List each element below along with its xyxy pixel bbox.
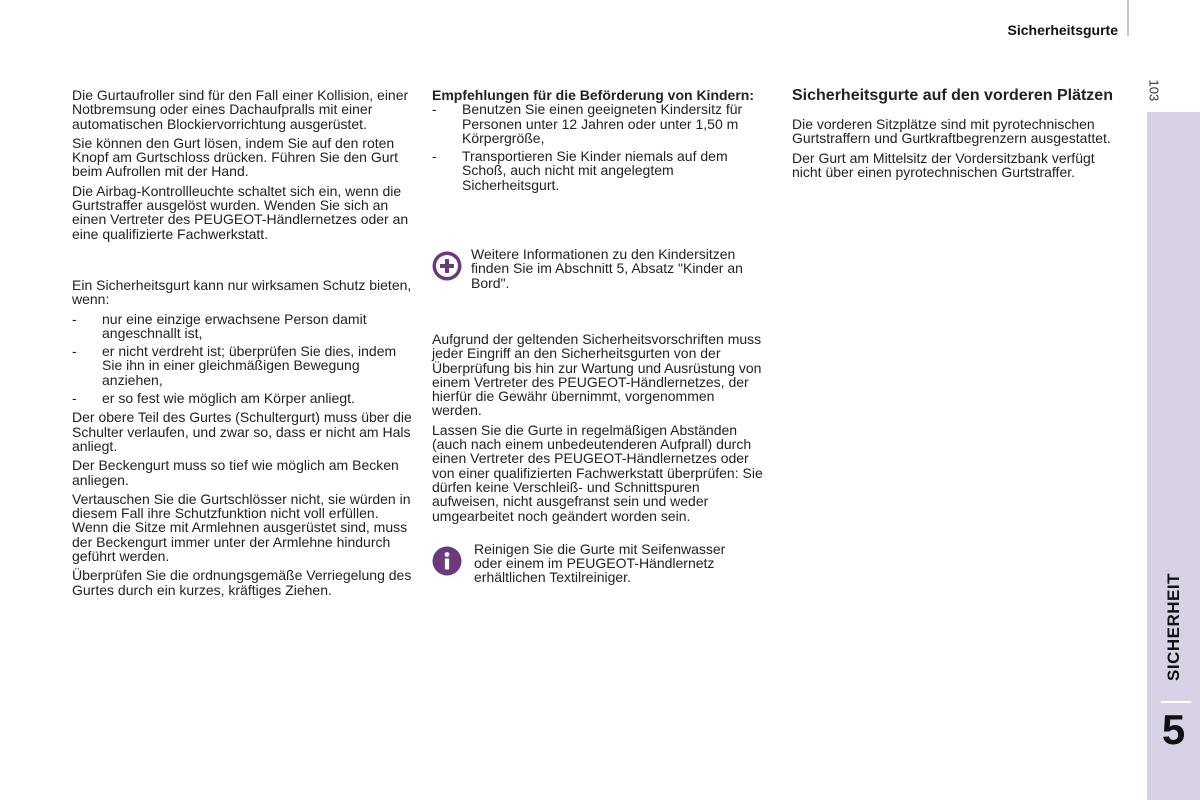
page-header-title: Sicherheitsgurte xyxy=(1007,22,1118,38)
list-item: - er so fest wie möglich am Körper anliegt. xyxy=(72,390,355,407)
info-icon xyxy=(432,546,462,576)
sidebar-divider xyxy=(1161,701,1191,703)
column-middle xyxy=(432,88,767,585)
column-right xyxy=(792,88,1117,184)
note-text: Weitere Informationen zu den Kindersitzen finden Sie im Abschnitt 5, Absatz "Kinder an Bord". xyxy=(471,246,743,291)
section-heading: Sicherheitsgurte auf den vorderen Plätzen xyxy=(792,87,1113,104)
bullet-list xyxy=(432,102,767,192)
paragraph: Ein Sicherheitsgurt kann nur wirksamen Schutz bieten, wenn: xyxy=(72,276,412,308)
chapter-number: 5 xyxy=(1161,706,1186,753)
list-item: - nur eine einzige erwachsene Person damit angeschnallt ist, xyxy=(72,310,367,341)
paragraph: Der Gurt am Mittelsitz der Vordersitzbank verfügt nicht über einen pyrotechnischen Gurtstraffer. xyxy=(792,149,1095,180)
paragraph: Vertauschen Sie die Gurtschlösser nicht, sie würden in diesem Fall ihre Schutzfunktion nicht voll erfüllen. Wenn die Sitze mit Armlehnen ausgerüstet sind, muss der Beckengurt immer unter der Armlehne hindurch geführt werden. xyxy=(72,490,411,565)
paragraph: Die vorderen Sitzplätze sind mit pyrotechnischen Gurtstraffern und Gurtkraftbegrenzern ausgestattet. xyxy=(792,116,1111,147)
sidebar-section-text: SICHERHEIT xyxy=(1163,573,1183,681)
page-number: 103 xyxy=(1146,79,1162,102)
paragraph: Sie können den Gurt lösen, indem Sie auf den roten Knopf am Gurtschloss drücken. Führen Sie den Gurt beim Aufrollen mit der Hand. xyxy=(72,134,399,180)
paragraph: Aufgrund der geltenden Sicherheitsvorschriften muss jeder Eingriff an den Sicherheitsgurten von der Überprüfung bis hin zur Wartung und Ausrüstung von einem Vertreter des PEUGEOT-Händlernetzes, der hierfür die Gewähr übernimmt, vorgenommen werden. xyxy=(432,330,762,419)
list-item: - Transportieren Sie Kinder niemals auf dem Schoß, auch nicht mit angelegtem Sicherheitsgurt. xyxy=(432,148,728,193)
paragraph: Lassen Sie die Gurte in regelmäßigen Abständen (auch nach einem unbedeutenderen Aufprall) durch einen Vertreter des PEUGEOT-Händlernetzes oder von einer qualifizierten Fachwerkstatt überprüfen: Sie dürfen keine Verschleiß- und Schnittspuren aufweisen, nicht ausgefranst sein und weder umgearbeitet noch geändert worden sein. xyxy=(432,421,763,524)
paragraph: Der obere Teil des Gurtes (Schultergurt) muss über die Schulter verlaufen, und zwar so, dass er nicht am Hals anliegt. xyxy=(72,409,412,454)
paragraph: Überprüfen Sie die ordnungsgemäße Verriegelung des Gurtes durch ein kurzes, kräftiges Ziehen. xyxy=(72,567,412,598)
chapter-sidebar xyxy=(1147,112,1200,800)
section-heading: Empfehlungen für die Beförderung von Kindern: xyxy=(432,87,754,103)
column-left xyxy=(72,88,412,602)
info-note xyxy=(432,542,752,585)
plus-circle-icon xyxy=(432,251,462,281)
paragraph: Die Airbag-Kontrollleuchte schaltet sich ein, wenn die Gurtstraffer ausgelöst wurden. Wenden Sie sich an einen Vertreter des PEUGEOT-Händlernetzes oder an eine qualifizierte Fachwerkstatt. xyxy=(72,182,409,242)
header-divider xyxy=(1127,0,1129,36)
note-text: Reinigen Sie die Gurte mit Seifenwasser oder einem im PEUGEOT-Händlernetz erhältlichen Textilreiniger. xyxy=(474,540,726,586)
sidebar-section-label xyxy=(1147,552,1200,702)
paragraph: Der Beckengurt muss so tief wie möglich am Becken anliegen. xyxy=(72,457,399,488)
list-item: - er nicht verdreht ist; überprüfen Sie dies, indem Sie ihn in einer gleichmäßigen Bewegung anziehen, xyxy=(72,343,397,388)
list-item: - Benutzen Sie einen geeigneten Kindersitz für Personen unter 12 Jahren oder unter 1,50 m Körpergröße, xyxy=(432,101,743,146)
paragraph: Die Gurtaufroller sind für den Fall einer Kollision, einer Notbremsung oder eines Dachaufpralls mit einer automatischen Blockiervorrichtung ausgerüstet. xyxy=(72,87,409,132)
bullet-list xyxy=(72,312,412,406)
info-note-plus xyxy=(432,247,762,290)
